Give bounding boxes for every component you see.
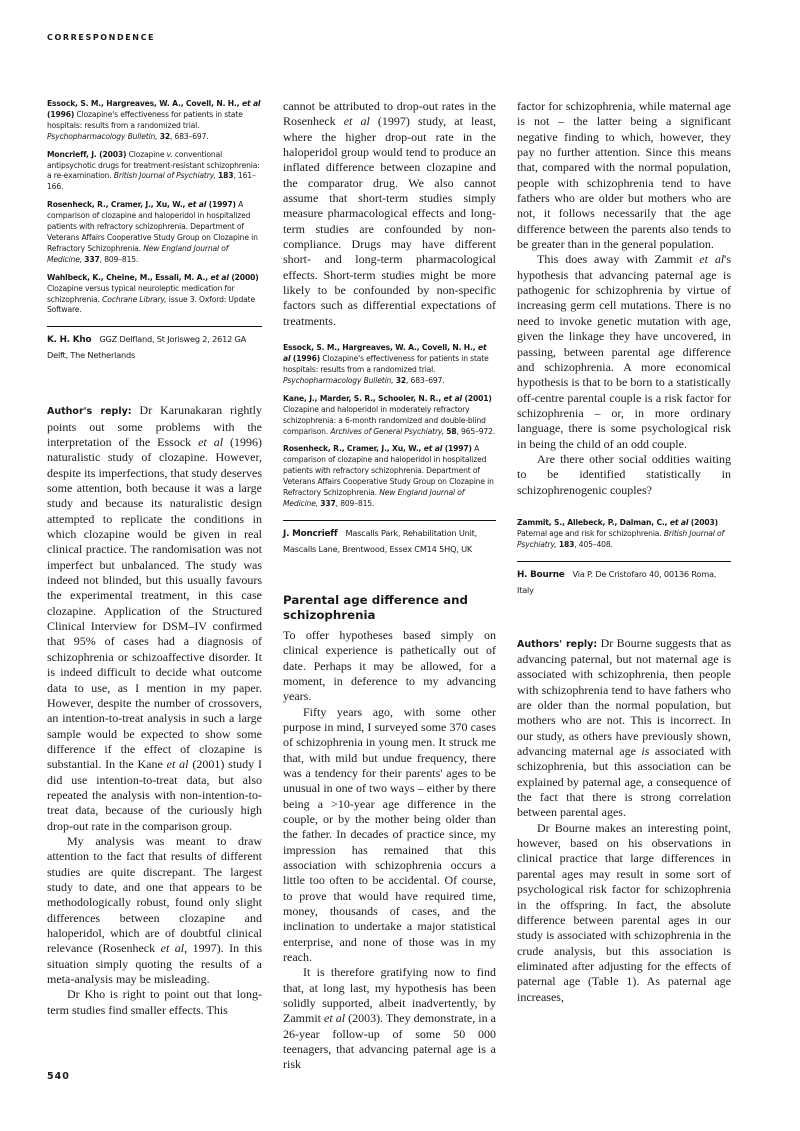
- author-reply-moncrieff: Author's reply: Dr Karunakaran rightly points out some problems with the interpretation of the Essock et al (1996) naturalistic study of clozapine. However, despite its imperfections, that study deserves some attention, both because it was a large study and because its naturalistic design attempted to replicate the conditions in which clozapine would be given in real clinical practice. The randomisation was not imperfect but unbalanced. The study was indeed not blinded, but this usually favours the experimental treatment, in this case clozapine. Application of the Structured Clinical Interview for DSM–IV confirmed that 95% of cases had a diagnosis of schizophrenia or schizoaffective disorder. It is indeed difficult to decide what outcome data to use, as I mention in my paper. However, despite the number of crossovers, an intention-to-treat analysis in such a large sample would be expected to show some difference if the effect of clozapine is substantial. In the Kane et al (2001) study I did use intention-to-treat data, but also repeated the analysis with non-intention-to-treat data, because of the curiously high drop-out rate in the comparison group. My analysis was meant to draw attention to the fact that results of different studies are quite discrepant. The largest study to date, and one that appears to be methodologically robust, found only slight differences between clozapine and haloperidol, which are of doubtful clinical relevance (Rosenheck et al, 1997). In this situation simply quoting the results of a meta-analysis may be misleading. Dr Kho is right to point out that long-term studies find smaller effects. This: [47, 403, 263, 1017]
- column-3: [517, 99, 731, 1005]
- letter-bourne: To offer hypotheses based simply on clinical experience is pathetically out of date. Perhaps it may be allowed, for a moment, in deference to my advancing years. Fifty years ago, with some other purpose in mind, I surveyed some 370 cases of schizophrenia in young men. It struck me that, with mild but undue frequency, there was a tendency for their parents' ages to be unusual in one of two ways – either by there being a >10-year age difference in the couple, or by the mother being older than the father. In decades of practice since, my impression has remained that this association with schizophrenia occurs a little too often to be accidental. Of course, to prove that would have required time, money, thousands of cases, and the inclination to undertake a major statistical enterprise, and none of those was in my reach. It is therefore gratifying now to find that, at long last, my hypothesis has been solidly supported, albeit inadvertently, by Zammit et al (2003). They demonstrate, in a 26-year follow-up of some 50 000 teenagers, that advancing paternal age is a risk: [283, 627, 496, 1072]
- section-header: CORRESPONDENCE: [47, 33, 156, 42]
- article-title: Parental age difference and schizophrenia: [283, 592, 468, 622]
- reference-rosenheck-2: Rosenheck, R., Cramer, J., Xu, W., et al (1997) A comparison of clozapine and haloperidol in hospitalized patients with refractory schizophrenia. Department of Veterans Affairs Cooperative Study Group on Clozapine in Refractory Schizophrenia. New England Journal of Medicine, 337, 809–815.: [283, 444, 494, 508]
- column-2: [283, 99, 496, 1073]
- reference-moncrieff: Moncrieff, J. (2003) Clozapine v. conventional antipsychotic drugs for treatment-resistant schizophrenia: a re-examination. British Journal of Psychiatry, 183, 161–166.: [47, 149, 260, 192]
- reference-essock-2: Essock, S. M., Hargreaves, W. A., Covell, N. H., et al (1996) Clozapine's effectiveness for patients in state hospitals: results from a randomized trial. Psychopharmacology Bulletin, 32, 683–697.: [283, 343, 489, 385]
- authors-reply-zammit: Authors' reply: Dr Bourne suggests that as advancing paternal, but not maternal age is associated with schizophrenia, then people with schizophrenia tend to have fathers who are older than the normal population, but mothers who are not. This is incorrect. In our study, as others have previously shown, advancing maternal age is associated with schizophrenia, but this association can be explained by paternal age, a consequence of the fact that there is strong correlation between parental ages. Dr Bourne makes an interesting point, however, based on his observations in clinical practice that large differences in parental ages may result in some sort of psychological risk factor for schizophrenia in the offspring. In fact, the absolute difference between parental ages in our study is associated with schizophrenia in the crude analysis, but this association is eliminated after adjusting for the effects of paternal age (Table 1). As paternal age increases,: [517, 635, 731, 1004]
- reference-essock: Essock, S. M., Hargreaves, W. A., Covell, N. H., et al (1996) Clozapine's effectiveness for patients in state hospitals: results from a randomized trial. Psychopharmacology Bulletin, 32, 683–697.: [47, 99, 261, 141]
- signature-moncrieff: J. Moncrieff Mascalls Park, Rehabilitation Unit, Mascalls Lane, Brentwood, Essex CM14 5HQ, UK: [283, 520, 496, 557]
- column-1: [47, 99, 262, 1018]
- signature-kho: K. H. Kho GGZ Delfland, St Jorisweg 2, 2612 GA Delft, The Netherlands: [47, 326, 262, 363]
- page-number: 540: [47, 1071, 70, 1082]
- reply-continuation: cannot be attributed to drop-out rates in the Rosenheck et al (1997) study, at least, where the higher drop-out rate in the haloperidol group would tend to produce an inflated difference between clozapine and the comparator drug. We also cannot assume that short-term studies simply measure pharmacological effects and long-term studies are confounded by non-compliance. Drugs may have different short- and long-term pharmacological effects. Short-term studies might be more likely to be confounded by non-specific factors such as differential expectations of treatments.: [283, 99, 496, 328]
- reference-wahlbeck: Wahlbeck, K., Cheine, M., Essali, M. A., et al (2000) Clozapine versus typical neuroleptic medication for schizophrenia. Cochrane Library, issue 3. Oxford: Update Software.: [47, 272, 259, 315]
- letter-bourne-continued: factor for schizophrenia, while maternal age is not – the latter being a significant negative finding to which, however, they pay no further attention. Since this means that, compared with the normal population, people with schizophrenia tend to have fathers who are older but mothers who are not, it follows necessarily that the age difference between the parents also tends to be greater than in the general population. This does away with Zammit et al's hypothesis that advancing paternal age is pathogenic for schizophrenia by virtue of increasing germ cell mutations. There is no need to invoke genetic mutation with age, given the linkage they have uncovered, in passing, between parental age difference and schizophrenia. A more economical hypothesis is that to be born to a statistically off-centre parental couple is a risk factor for schizophrenia – or, in more ordinary language, there is some psychological risk in being the child of an odd couple. Are there other social oddities waiting to be identified statistically in schizophrenogenic couples?: [517, 99, 731, 497]
- signature-bourne: H. Bourne Via P. De Cristofaro 40, 00136 Roma, Italy: [517, 561, 731, 598]
- reference-zammit: Zammit, S., Allebeck, P., Dalman, C., et al (2003) Paternal age and risk for schizophrenia. British Journal of Psychiatry, 183, 405–408.: [517, 517, 724, 549]
- reference-kane: Kane, J., Marder, S. R., Schooler, N. R., et al (2001) Clozapine and haloperidol in moderately refractory schizophrenia: a 6-month randomized and double-blind comparison. Archives of General Psychiatry, 58, 965–972.: [283, 393, 496, 436]
- reference-rosenheck: Rosenheck, R., Cramer, J., Xu, W., et al (1997) A comparison of clozapine and haloperidol in hospitalized patients with refractory schizophrenia. Department of Veterans Affairs Cooperative Study Group on Clozapine in Refractory Schizophrenia. New England Journal of Medicine, 337, 809–815.: [47, 200, 258, 264]
